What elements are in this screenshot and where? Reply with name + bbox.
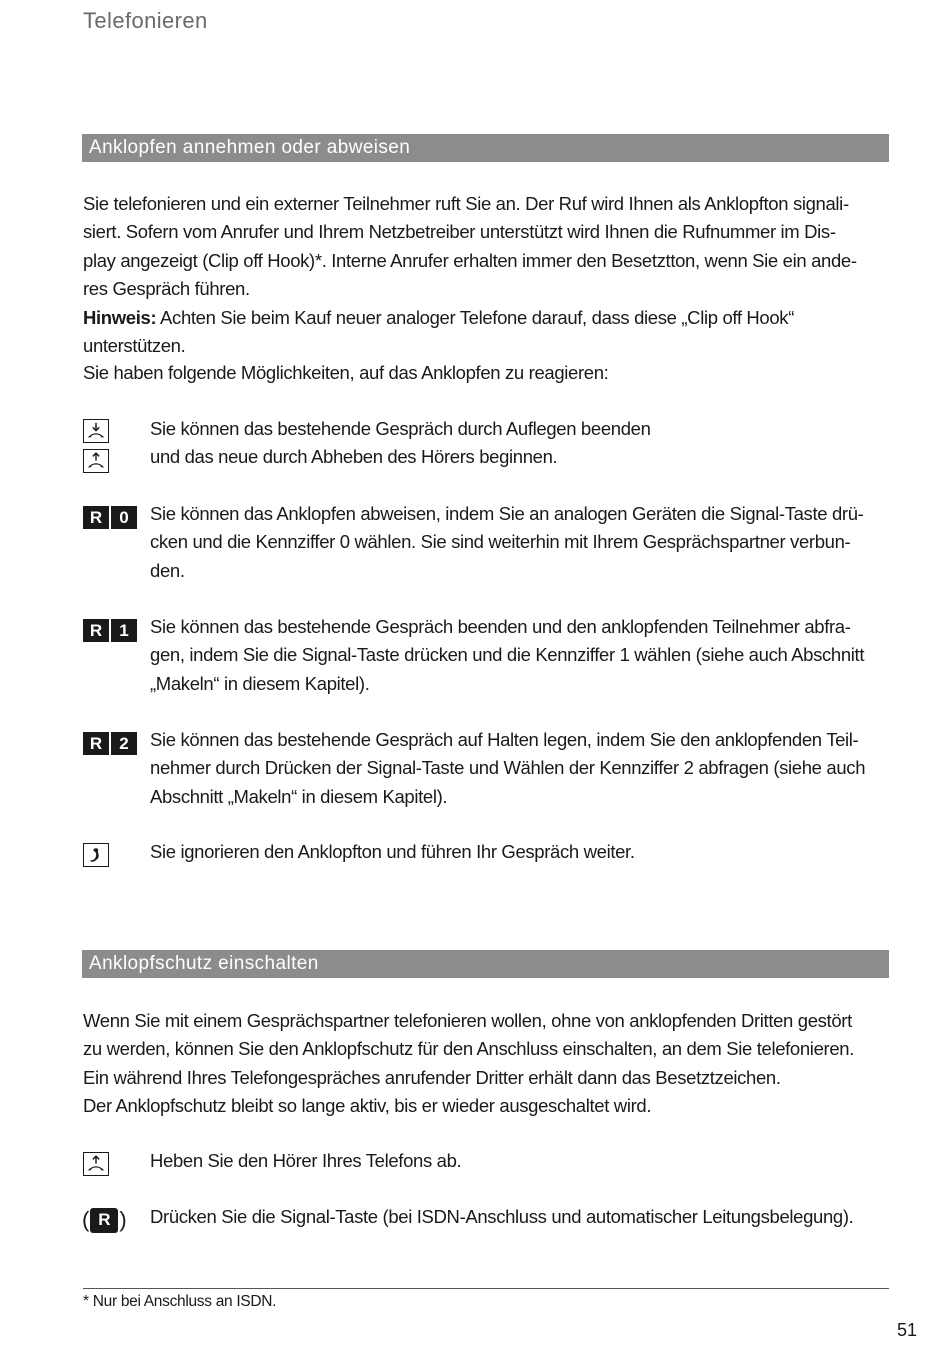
digit-key: 0: [111, 506, 137, 529]
key-combo-r1: [83, 619, 137, 642]
option-r0-description: [150, 500, 885, 585]
intro-line: Ein während Ihres Telefongespräches anrufender Dritter erhält dann das Besetztzeichen.: [83, 1066, 781, 1088]
optional-r-key: [82, 1206, 127, 1234]
option-line: Sie können das bestehende Gespräch beenden und den anklopfenden Teilnehmer abfra-: [150, 616, 851, 637]
r-key: R: [83, 506, 109, 529]
intro-line: zu werden, können Sie den Anklopfschutz für den Anschluss einschalten, an dem Sie telefonieren.: [83, 1038, 854, 1060]
intro-line: Der Anklopfschutz bleibt so lange aktiv, bis er wieder ausgeschaltet wird.: [83, 1095, 652, 1117]
option-line: nehmer durch Drücken der Signal-Taste und Wählen der Kennziffer 2 abfragen (siehe auch: [150, 757, 866, 779]
step-pickup-description: Heben Sie den Hörer Ihres Telefons ab.: [150, 1150, 462, 1171]
note-text: Achten Sie beim Kauf neuer analoger Telefone darauf, dass diese „Clip off Hook“ unterstützen.: [83, 306, 795, 357]
r-key: R: [83, 732, 109, 755]
option-line: cken und die Kennziffer 0 wählen. Sie sind weiterhin mit Ihrem Gesprächspartner verbun-: [150, 531, 851, 553]
intro-line: res Gespräch führen.: [83, 278, 250, 300]
r-key: R: [90, 1208, 118, 1233]
intro-paragraph: [83, 190, 883, 360]
handset-pickup-icon: [83, 449, 109, 473]
paren-open: (: [82, 1207, 90, 1232]
key-combo-r2: [83, 732, 137, 755]
anklopfschutz-paragraph: [83, 1007, 883, 1121]
note-label: Hinweis:: [83, 306, 157, 328]
option-line: Abschnitt „Makeln“ in diesem Kapitel).: [150, 785, 448, 807]
section-heading-anklopfschutz: Anklopfschutz einschalten: [82, 950, 889, 978]
option-ignore-description: [150, 838, 885, 866]
key-combo-r0: [83, 506, 137, 529]
paren-close: ): [119, 1207, 127, 1232]
option-line: Sie können das Anklopfen abweisen, indem Sie an analogen Geräten die Signal-Taste drü-: [150, 503, 864, 524]
digit-key: 1: [111, 619, 137, 642]
note-line: [83, 304, 883, 361]
telephone-icon: [83, 843, 109, 867]
option-r1-description: [150, 613, 885, 698]
handset-hangup-icon: [83, 419, 109, 443]
option-line: Sie ignorieren den Anklopfton und führen Ihr Gespräch weiter.: [150, 841, 635, 862]
footnote: * Nur bei Anschluss an ISDN.: [83, 1293, 277, 1310]
option-line: den.: [150, 559, 185, 581]
intro-line: siert. Sofern vom Anrufer und Ihrem Netzbetreiber unterstützt wird Ihnen die Rufnummer im Dis-: [83, 221, 836, 243]
step-signal-description: Drücken Sie die Signal-Taste (bei ISDN-Anschluss und automatischer Leitungsbelegung).: [150, 1206, 854, 1227]
option-line: Sie können das bestehende Gespräch durch Auflegen beenden: [150, 418, 651, 439]
options-intro: Sie haben folgende Möglichkeiten, auf das Anklopfen zu reagieren:: [83, 362, 609, 383]
running-header: Telefonieren: [83, 8, 208, 33]
option-line: und das neue durch Abheben des Hörers beginnen.: [150, 446, 558, 468]
section-heading-anklopfen: Anklopfen annehmen oder abweisen: [82, 134, 889, 162]
option-hangup-description: [150, 415, 885, 472]
intro-line: Sie telefonieren und ein externer Teilnehmer ruft Sie an. Der Ruf wird Ihnen als Anklopfton signali-: [83, 193, 849, 214]
intro-line: play angezeigt (Clip off Hook)*. Interne Anrufer erhalten immer den Besetztton, wenn Sie ein ande-: [83, 249, 857, 271]
option-r2-description: [150, 726, 885, 811]
option-line: „Makeln“ in diesem Kapitel).: [150, 672, 370, 694]
option-line: Sie können das bestehende Gespräch auf Halten legen, indem Sie den anklopfenden Teil-: [150, 729, 859, 750]
r-key: R: [83, 619, 109, 642]
handset-pickup-icon: [83, 1152, 109, 1176]
digit-key: 2: [111, 732, 137, 755]
option-line: gen, indem Sie die Signal-Taste drücken und die Kennziffer 1 wählen (siehe auch Abschnitt: [150, 644, 865, 666]
page-number: 51: [896, 1320, 917, 1340]
footnote-divider: [83, 1288, 889, 1289]
intro-line: Wenn Sie mit einem Gesprächspartner telefonieren wollen, ohne von anklopfenden Dritten gestört: [83, 1010, 852, 1031]
